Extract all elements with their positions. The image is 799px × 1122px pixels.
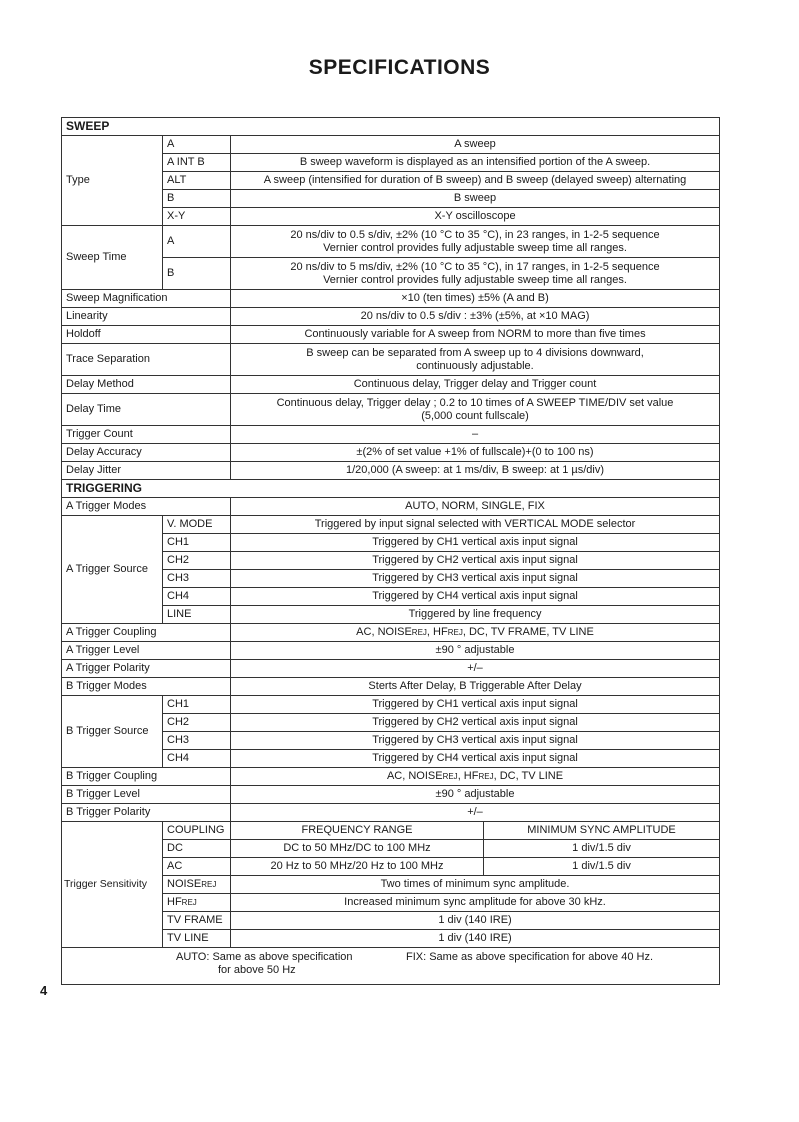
- sub-label: CH2: [163, 714, 231, 732]
- a-trigger-source-label: A Trigger Source: [62, 516, 163, 624]
- spec-value: [231, 768, 720, 786]
- value-line: Vernier control provides fully adjustable sweep time all ranges.: [323, 273, 627, 286]
- spec-value: A sweep: [231, 136, 720, 154]
- row-label: Delay Accuracy: [62, 444, 231, 462]
- footnote-auto: [176, 951, 396, 977]
- spec-value: Two times of minimum sync amplitude.: [231, 876, 720, 894]
- value-text: AC, NOISE: [356, 626, 412, 638]
- row-label: B Trigger Coupling: [62, 768, 231, 786]
- spec-value: ±90 ° adjustable: [231, 642, 720, 660]
- value-line: (5,000 count fullscale): [421, 409, 529, 422]
- sub-label: CH1: [163, 534, 231, 552]
- spec-value: [231, 624, 720, 642]
- column-header: MINIMUM SYNC AMPLITUDE: [484, 822, 720, 840]
- sub-label-subscript: REJ: [181, 898, 197, 907]
- column-header: FREQUENCY RANGE: [231, 822, 484, 840]
- spec-value: [231, 394, 720, 426]
- spec-value: Triggered by CH2 vertical axis input signal: [231, 714, 720, 732]
- row-label: A Trigger Modes: [62, 498, 231, 516]
- value-line: continuously adjustable.: [416, 359, 534, 372]
- table-row: [62, 136, 720, 154]
- table-row: [62, 624, 720, 642]
- table-row: [62, 394, 720, 426]
- spec-value: DC to 50 MHz/DC to 100 MHz: [231, 840, 484, 858]
- spec-value: 1 div (140 IRE): [231, 912, 720, 930]
- spec-value: ×10 (ten times) ±5% (A and B): [231, 290, 720, 308]
- footnote-container: [66, 951, 715, 981]
- spec-value: 1 div (140 IRE): [231, 930, 720, 948]
- row-label: Holdoff: [62, 326, 231, 344]
- value-line: 20 ns/div to 5 ms/div, ±2% (10 °C to 35 °C), in 17 ranges, in 1-2-5 sequence: [290, 260, 660, 273]
- value-line: 20 ns/div to 0.5 s/div, ±2% (10 °C to 35 °C), in 23 ranges, in 1-2-5 sequence: [290, 228, 660, 241]
- table-row: [62, 678, 720, 696]
- spec-value: Triggered by CH4 vertical axis input signal: [231, 750, 720, 768]
- table-row: [62, 696, 720, 714]
- value-line: Vernier control provides fully adjustable sweep time all ranges.: [323, 241, 627, 254]
- value-subscript: REJ: [442, 772, 458, 781]
- row-label: Trigger Count: [62, 426, 231, 444]
- sub-label: AC: [163, 858, 231, 876]
- page-number: 4: [40, 983, 48, 998]
- value-text: , HF: [457, 770, 479, 782]
- spec-value: [231, 226, 720, 258]
- table-row: [62, 642, 720, 660]
- footnote-line: AUTO: Same as above specification: [176, 951, 353, 963]
- value-text: , DC, TV FRAME, TV LINE: [462, 626, 594, 638]
- row-label: A Trigger Level: [62, 642, 231, 660]
- row-label: Sweep Magnification: [62, 290, 231, 308]
- type-label: Type: [62, 136, 163, 226]
- table-row: [62, 308, 720, 326]
- spec-value: Triggered by CH2 vertical axis input signal: [231, 552, 720, 570]
- spec-value: B sweep: [231, 190, 720, 208]
- table-row: [62, 226, 720, 258]
- table-row: [62, 660, 720, 678]
- spec-value: Triggered by CH3 vertical axis input signal: [231, 570, 720, 588]
- table-row: [62, 344, 720, 376]
- sweep-heading: SWEEP: [62, 118, 720, 136]
- sub-label: [163, 876, 231, 894]
- table-row: [62, 822, 720, 840]
- sub-label-text: NOISE: [167, 878, 202, 890]
- row-label: Delay Method: [62, 376, 231, 394]
- spec-value: Triggered by CH3 vertical axis input signal: [231, 732, 720, 750]
- value-text: AC, NOISE: [386, 770, 443, 782]
- table-row: [62, 326, 720, 344]
- table-row: [62, 444, 720, 462]
- sub-label: V. MODE: [163, 516, 231, 534]
- b-trigger-source-label: B Trigger Source: [62, 696, 163, 768]
- value-text: , HF: [426, 626, 448, 638]
- spec-value: 1 div/1.5 div: [484, 840, 720, 858]
- spec-value: [231, 258, 720, 290]
- sub-label: [163, 894, 231, 912]
- row-label: Delay Time: [62, 394, 231, 426]
- spec-value: Triggered by line frequency: [231, 606, 720, 624]
- row-label: B Trigger Modes: [62, 678, 231, 696]
- sub-label: TV FRAME: [163, 912, 231, 930]
- section-header-triggering: [62, 480, 720, 498]
- row-label: Trace Separation: [62, 344, 231, 376]
- table-row: [62, 426, 720, 444]
- spec-value: Continuously variable for A sweep from NORM to more than five times: [231, 326, 720, 344]
- column-header: COUPLING: [163, 822, 231, 840]
- spec-value: ±90 ° adjustable: [231, 786, 720, 804]
- spec-value: Continuous delay, Trigger delay and Trigger count: [231, 376, 720, 394]
- sub-label: CH3: [163, 570, 231, 588]
- row-label: A Trigger Coupling: [62, 624, 231, 642]
- table-row: [62, 290, 720, 308]
- sweep-time-label: Sweep Time: [62, 226, 163, 290]
- value-subscript: REJ: [478, 772, 494, 781]
- spec-value: AUTO, NORM, SINGLE, FIX: [231, 498, 720, 516]
- section-header-sweep: [62, 118, 720, 136]
- spec-value: [231, 344, 720, 376]
- spec-value: 20 Hz to 50 MHz/20 Hz to 100 MHz: [231, 858, 484, 876]
- footnote-line: for above 50 Hz: [218, 964, 296, 976]
- triggering-heading: TRIGGERING: [62, 480, 720, 498]
- sub-label: A: [163, 136, 231, 154]
- page-title: SPECIFICATIONS: [308, 56, 491, 79]
- spec-value: Triggered by CH4 vertical axis input signal: [231, 588, 720, 606]
- sub-label: A INT B: [163, 154, 231, 172]
- value-line: B sweep can be separated from A sweep up to 4 divisions downward,: [306, 346, 644, 359]
- spec-value: 1/20,000 (A sweep: at 1 ms/div, B sweep: at 1 µs/div): [231, 462, 720, 480]
- spec-value: +/–: [231, 660, 720, 678]
- sub-label: CH4: [163, 588, 231, 606]
- table-row: [62, 462, 720, 480]
- spec-value: –: [231, 426, 720, 444]
- sub-label-text: HF: [167, 896, 182, 908]
- sub-label: DC: [163, 840, 231, 858]
- spec-value: Triggered by CH1 vertical axis input signal: [231, 696, 720, 714]
- row-label: B Trigger Level: [62, 786, 231, 804]
- table-row: [62, 516, 720, 534]
- table-row: [62, 376, 720, 394]
- table-row: [62, 768, 720, 786]
- spec-value: Increased minimum sync amplitude for above 30 kHz.: [231, 894, 720, 912]
- footnote-fix: FIX: Same as above specification for above 40 Hz.: [406, 951, 654, 963]
- sub-label: CH3: [163, 732, 231, 750]
- sub-label: CH2: [163, 552, 231, 570]
- table-row-footer: [62, 948, 720, 985]
- sub-label: CH1: [163, 696, 231, 714]
- table-row: [62, 498, 720, 516]
- spec-value: B sweep waveform is displayed as an intensified portion of the A sweep.: [231, 154, 720, 172]
- trigger-sensitivity-label: Trigger Sensitivity: [62, 822, 163, 948]
- spec-value: Triggered by CH1 vertical axis input signal: [231, 534, 720, 552]
- specifications-table: [61, 117, 720, 985]
- sub-label: B: [163, 190, 231, 208]
- row-label: Delay Jitter: [62, 462, 231, 480]
- sub-label: A: [163, 226, 231, 258]
- spec-value: +/–: [231, 804, 720, 822]
- sub-label-subscript: REJ: [201, 880, 217, 889]
- value-text: , DC, TV LINE: [493, 770, 564, 782]
- value-subscript: REJ: [447, 628, 463, 637]
- sub-label: X-Y: [163, 208, 231, 226]
- value-line: Continuous delay, Trigger delay ; 0.2 to 10 times of A SWEEP TIME/DIV set value: [276, 396, 674, 409]
- spec-value: A sweep (intensified for duration of B sweep) and B sweep (delayed sweep) alternating: [231, 172, 720, 190]
- sub-label: LINE: [163, 606, 231, 624]
- table-row: [62, 804, 720, 822]
- row-label: B Trigger Polarity: [62, 804, 231, 822]
- row-label: Linearity: [62, 308, 231, 326]
- spec-value: Sterts After Delay, B Triggerable After Delay: [231, 678, 720, 696]
- spec-value: X-Y oscilloscope: [231, 208, 720, 226]
- sub-label: CH4: [163, 750, 231, 768]
- row-label: A Trigger Polarity: [62, 660, 231, 678]
- table-row: [62, 786, 720, 804]
- spec-value: 20 ns/div to 0.5 s/div : ±3% (±5%, at ×10 MAG): [231, 308, 720, 326]
- sub-label: B: [163, 258, 231, 290]
- value-subscript: REJ: [411, 628, 427, 637]
- sensitivity-footnote: [62, 948, 720, 985]
- spec-value: ±(2% of set value +1% of fullscale)+(0 to 100 ns): [231, 444, 720, 462]
- sub-label: TV LINE: [163, 930, 231, 948]
- spec-value: 1 div/1.5 div: [484, 858, 720, 876]
- spec-value: Triggered by input signal selected with VERTICAL MODE selector: [231, 516, 720, 534]
- sub-label: ALT: [163, 172, 231, 190]
